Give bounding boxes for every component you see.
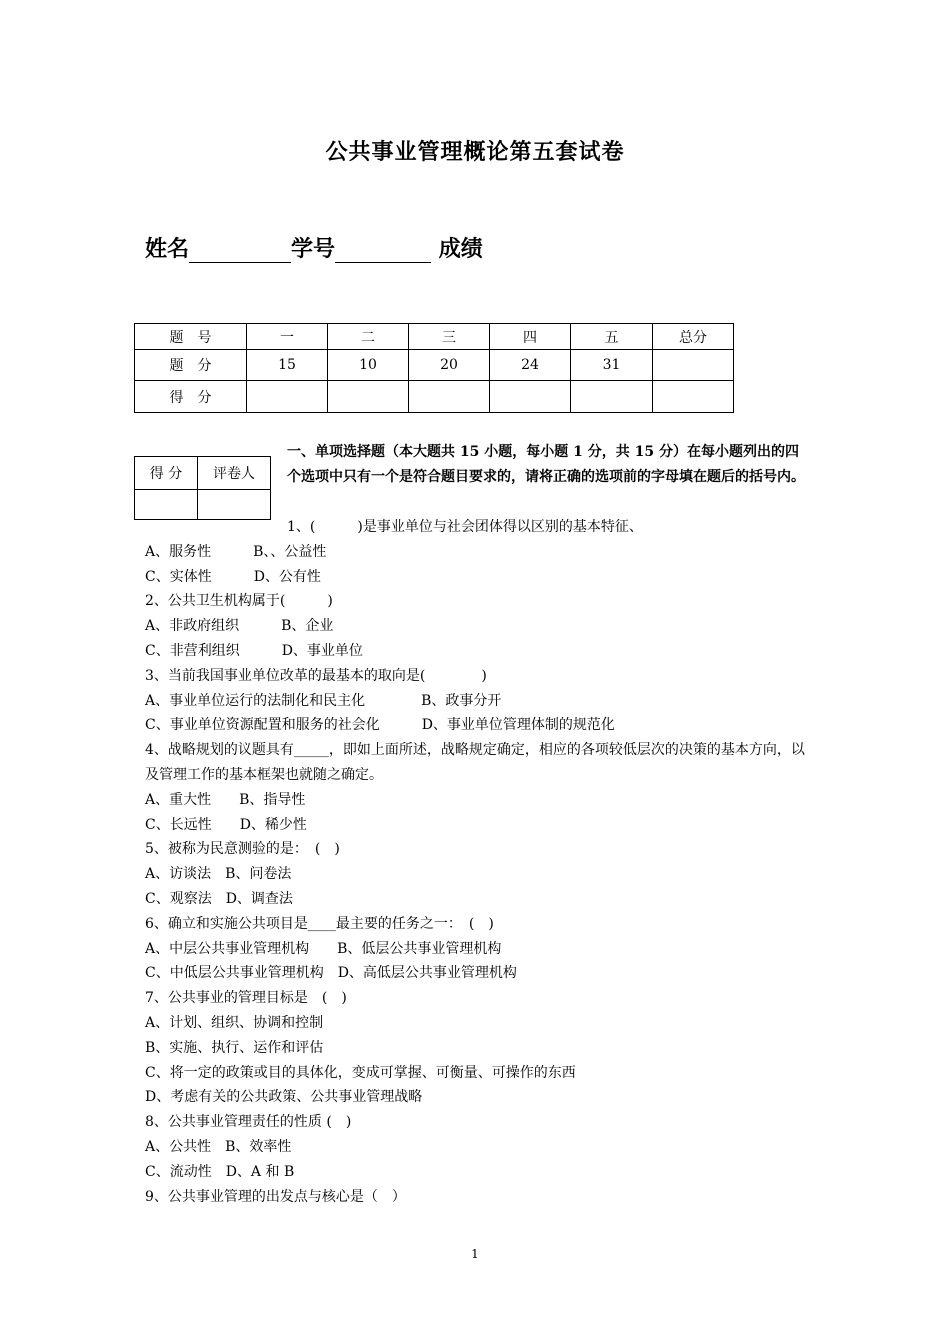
score-table-cell: 一 bbox=[247, 324, 328, 350]
score-table-cell: 31 bbox=[571, 350, 653, 381]
student-id-label: 学号 bbox=[291, 236, 336, 262]
option-line: A、访谈法 B、问卷法 bbox=[145, 866, 292, 883]
option-line: A、公共性 B、效率性 bbox=[145, 1138, 292, 1155]
score-table-cell bbox=[490, 381, 571, 413]
score-table-cell: 得 分 bbox=[135, 381, 247, 413]
question-list bbox=[145, 515, 810, 1209]
score-table-cell bbox=[328, 381, 409, 413]
question-line: 4、战略规划的议题具有_____，即如上面所述，战略规定确定，相应的各项较低层次的决策的基本方向，以及管理工作的基本框架也就随之确定。 bbox=[145, 742, 805, 783]
student-info-row bbox=[145, 232, 483, 263]
question-line: 8、公共事业管理责任的性质 ( ) bbox=[145, 1114, 352, 1131]
score-table-header-row bbox=[135, 324, 734, 350]
score-table-points-row bbox=[135, 350, 734, 381]
score-table-cell bbox=[409, 381, 490, 413]
score-table-cell: 15 bbox=[247, 350, 328, 381]
question-line: 2、公共卫生机构属于( ) bbox=[145, 593, 333, 610]
score-table-cell bbox=[653, 350, 734, 381]
option-line: C、非营利组织 D、事业单位 bbox=[145, 642, 363, 659]
score-table-cell bbox=[247, 381, 328, 413]
option-line: D、考虑有关的公共政策、公共事业管理战略 bbox=[145, 1089, 423, 1106]
score-table-earned-row bbox=[135, 381, 734, 413]
score-table-cell: 二 bbox=[328, 324, 409, 350]
option-line: C、长远性 D、稀少性 bbox=[145, 816, 307, 833]
question-line: 1、( )是事业单位与社会团体得以区别的基本特征、 bbox=[287, 519, 643, 535]
score-table-cell: 20 bbox=[409, 350, 490, 381]
question-line: 3、当前我国事业单位改革的最基本的取向是( ) bbox=[145, 667, 487, 684]
option-line: C、观察法 D、调查法 bbox=[145, 890, 293, 907]
score-table-cell: 10 bbox=[328, 350, 409, 381]
name-label: 姓名 bbox=[145, 236, 190, 262]
section-instructions: 一、单项选择题（本大题共 15 小题，每小题 1 分，共 15 分）在每小题列出的四个选项中只有一个是符合题目要求的，请将正确的选项前的字母填在题后的括号内。 bbox=[287, 444, 805, 485]
option-line: A、非政府组织 B、企业 bbox=[145, 618, 334, 635]
question-line: 5、被称为民意测验的是： ( ) bbox=[145, 841, 340, 858]
score-table-cell: 总分 bbox=[653, 324, 734, 350]
score-table-cell: 题 分 bbox=[135, 350, 247, 381]
score-table-cell bbox=[571, 381, 653, 413]
grade-label: 成绩 bbox=[438, 236, 483, 262]
option-line: C、将一定的政策或目的具体化，变成可掌握、可衡量、可操作的东西 bbox=[145, 1064, 576, 1081]
option-line: C、流动性 D、A 和 B bbox=[145, 1163, 295, 1180]
score-table bbox=[134, 323, 734, 413]
option-line: C、事业单位资源配置和服务的社会化 D、事业单位管理体制的规范化 bbox=[145, 717, 615, 734]
option-line: A、重大性 B、指导性 bbox=[145, 791, 306, 808]
score-table-cell: 题 号 bbox=[135, 324, 247, 350]
question-line: 6、确立和实施公共项目是____最主要的任务之一： ( ) bbox=[145, 915, 494, 932]
option-line: A、事业单位运行的法制化和民主化 B、政事分开 bbox=[145, 692, 502, 709]
question-line: 7、公共事业的管理目标是 ( ) bbox=[145, 990, 347, 1007]
option-line: A、计划、组织、协调和控制 bbox=[145, 1014, 324, 1031]
student-id-blank bbox=[335, 238, 431, 263]
exam-title: 公共事业管理概论第五套试卷 bbox=[325, 139, 625, 165]
grader-label: 评卷人 bbox=[198, 457, 271, 490]
option-line: A、中层公共事业管理机构 B、低层公共事业管理机构 bbox=[145, 940, 502, 957]
option-line: B、实施、执行、运作和评估 bbox=[145, 1039, 324, 1056]
score-table-cell: 三 bbox=[409, 324, 490, 350]
option-line: A、服务性 B、、公益性 bbox=[145, 543, 327, 560]
page-number: 1 bbox=[471, 1247, 479, 1261]
score-table-cell: 24 bbox=[490, 350, 571, 381]
option-line: C、实体性 D、公有性 bbox=[145, 568, 321, 585]
option-line: C、中低层公共事业管理机构 D、高低层公共事业管理机构 bbox=[145, 965, 517, 982]
name-blank bbox=[189, 238, 291, 263]
score-table-cell bbox=[653, 381, 734, 413]
question-line: 9、公共事业管理的出发点与核心是（ ） bbox=[145, 1188, 406, 1205]
score-table-cell: 四 bbox=[490, 324, 571, 350]
score-table-cell: 五 bbox=[571, 324, 653, 350]
grader-table bbox=[134, 456, 271, 520]
grader-score-label: 得 分 bbox=[135, 457, 198, 490]
